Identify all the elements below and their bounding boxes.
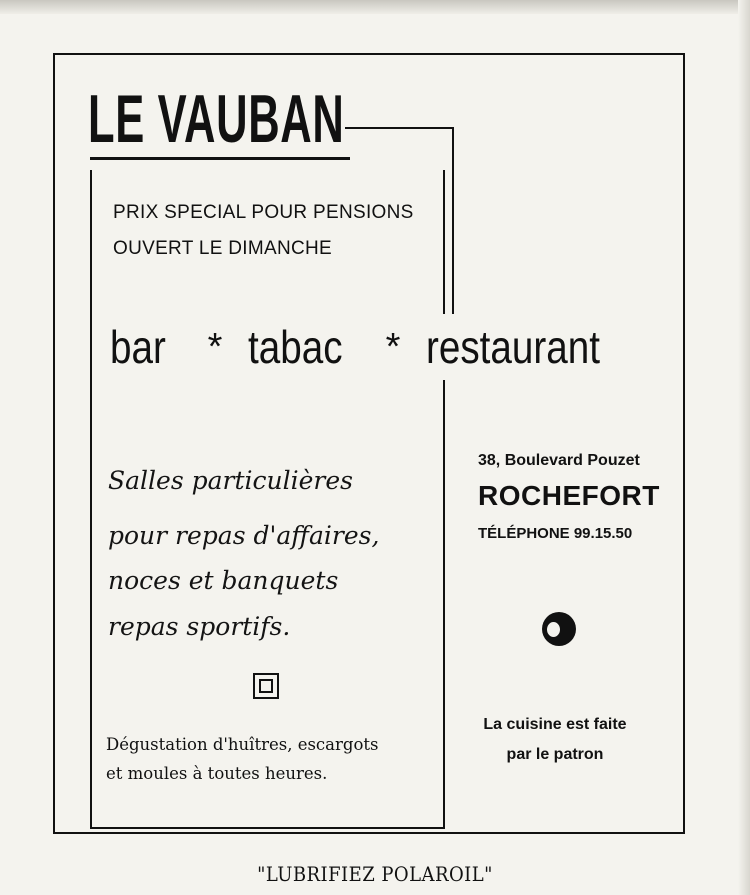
page-edge-right [738, 0, 750, 895]
rooms-line: repas sportifs. [108, 612, 291, 641]
star-separator-icon: * [207, 326, 223, 368]
mussels-note: et moules à toutes heures. [106, 764, 328, 783]
slogan-text: "LUBRIFIEZ POLAROIL" [257, 862, 493, 886]
rooms-line: Salles particulières [108, 466, 353, 495]
chef-note-line: La cuisine est faite [483, 716, 627, 733]
service-tabac: tabac [248, 321, 343, 373]
promo-pensions: PRIX SPECIAL POUR PENSIONS [113, 202, 414, 223]
title-bracket-top [345, 127, 454, 129]
services-banner [110, 314, 620, 380]
title-underline [90, 157, 350, 160]
page-title: LE VAUBAN [88, 81, 345, 157]
service-restaurant: restaurant [426, 321, 600, 373]
promo-sunday: OUVERT LE DIMANCHE [113, 238, 333, 259]
address-city: ROCHEFORT [478, 480, 660, 511]
oysters-note: Dégustation d'huîtres, escargots [106, 735, 379, 754]
star-separator-icon: * [385, 326, 401, 368]
address-street: 38, Boulevard Pouzet [478, 452, 640, 469]
slogan [0, 862, 750, 886]
square-ornament-icon [253, 673, 279, 699]
chef-note-line: par le patron [506, 746, 604, 763]
inner-box [90, 170, 445, 829]
rooms-line: pour repas d'affaires, [108, 521, 380, 550]
title-bracket-side [452, 127, 454, 337]
address-phone: TÉLÉPHONE 99.15.50 [478, 525, 633, 542]
service-bar: bar [110, 321, 166, 373]
inner-box-corner [90, 170, 92, 178]
rooms-line: noces et banquets [108, 566, 339, 595]
round-ornament-icon [542, 612, 576, 646]
page-edge-top [0, 0, 750, 14]
